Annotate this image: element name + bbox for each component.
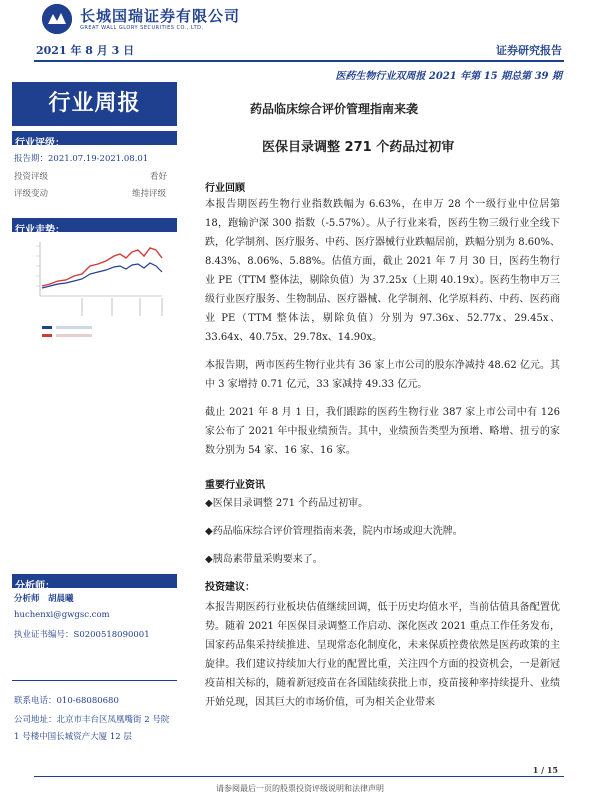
advice-paragraph: 本报告期医药行业板块估值继续回调，低于历史均值水平，当前估值具备配置优势。随着 2021 年医保目录调整工作启动、深化医改 2021 重点工作任务发布，国家药品集采持续推进、呈现常态化制度化，未来保质控费依然是医药政策的主旋律。我们建议持续加大行业的配置比重，关注四个方面的投资机会，一是新冠疫苗相关标的，随着新冠疫苗在各国陆续获批上市，疫苗接种率持续提升、业绩开始兑现，因其巨大的市场价值，可为相关企业带来 — [205, 602, 560, 708]
report-type: 证券研究报告 — [496, 44, 562, 57]
industry-trend-chart — [12, 236, 177, 346]
company-name-cn: 长城国瑞证券有限公司 — [80, 7, 241, 25]
footer-divider — [34, 776, 564, 777]
trend-header: 行业走势： — [12, 218, 177, 232]
news-item: ◆药品临床综合评价管理指南来袭，院内市场或迎大洗牌。 — [205, 526, 463, 537]
report-period: 报告期：2021.07.19-2021.08.01 — [14, 154, 149, 164]
company-address: 公司地址：北京市丰台区凤凰嘴街 2 号院 1 号楼中国长城资产大厦 12 层 — [14, 715, 170, 742]
industry-news-list — [205, 494, 560, 569]
review-paragraph-2: 本报告期，两市医药生物行业共有 36 家上市公司的股东净减持 48.62 亿元。其中 3 家增持 0.71 亿元，33 家减持 49.33 亿元。 — [205, 360, 560, 390]
report-main-title: 医保目录调整 271 个药品过初审 — [262, 140, 455, 155]
section-industry-review-title: 行业回顾 — [205, 183, 245, 194]
footer-disclaimer[interactable]: 请参阅最后一页的股票投资评级说明和法律声明 — [216, 784, 384, 793]
section-industry-news-title: 重要行业资讯 — [205, 480, 265, 491]
rating-value: 看好 — [150, 172, 168, 182]
rating-change-label: 评级变动 — [14, 189, 49, 199]
company-name-en: GREAT WALL GLORY SECURITIES CO., LTD. — [80, 25, 204, 31]
report-date: 2021 年 8 月 3 日 — [36, 44, 135, 57]
header-divider — [34, 60, 564, 62]
industry-weekly-banner — [12, 82, 177, 126]
news-item: ◆医保目录调整 271 个药品过初审。 — [205, 498, 369, 509]
contact-divider — [12, 680, 177, 681]
review-paragraph-1: 本报告期医药生物行业指数跌幅为 6.63%，在申万 28 个一级行业中位居第 18，跑输沪深 300 指数（-5.57%）。从子行业来看，医药生物三级行业全线下跌，化学制剂、医疗服务、中药、医疗器械行业跌幅居前，跌幅分别为 8.60%、8.43%、8.06%、5.88%。估值方面，截止 2021 年 7 月 30 日，医药生物行业 PE（TTM 整体法，剔除负值）为 37.25x（上期 40.19x）。医药生物申万三级行业医疗服务、生物制品、医疗器械、化学制剂、化学原料药、中药、医药商业 PE（TTM 整体法，剔除负值）分别为 97.36x、52.77x、29.45x、33.64x、40.75x、29.78x、14.90x。 — [205, 199, 560, 343]
rating-change-value: 维持评级 — [132, 189, 167, 199]
report-subtitle: 药品临床综合评价管理指南来袭 — [250, 102, 419, 116]
company-logo-icon — [42, 4, 72, 34]
news-item: ◆胰岛素带量采购要来了。 — [205, 554, 323, 565]
analyst-license: 执业证书编号：S0200518090001 — [14, 630, 150, 640]
report-series: 医药生物行业双周报 2021 年第 15 期总第 39 期 — [335, 71, 562, 82]
analyst-email[interactable]: huchenxi@gwgsc.com — [14, 610, 110, 620]
rating-label: 投资评级 — [14, 172, 49, 182]
rating-header: 行业评级： — [12, 131, 177, 145]
analyst-name: 分析师 胡晨曦 — [14, 594, 74, 604]
investment-advice-body — [205, 598, 560, 758]
analyst-header: 分析师： — [12, 574, 177, 588]
banner-label: 行业周报 — [48, 91, 141, 116]
review-paragraph-3: 截止 2021 年 8 月 1 日，我们跟踪的医药生物行业 387 家上市公司中有 126 家公布了 2021 年中报业绩预告。其中，业绩预告类型为预增、略增、扭亏的家数分别为 54 家、16 家、16 家。 — [205, 407, 560, 456]
industry-review-body — [205, 195, 560, 460]
contact-phone: 联系电话：010-68080680 — [14, 696, 119, 706]
section-investment-advice-title: 投资建议： — [205, 582, 255, 593]
page-number: 1 / 15 — [532, 765, 558, 775]
